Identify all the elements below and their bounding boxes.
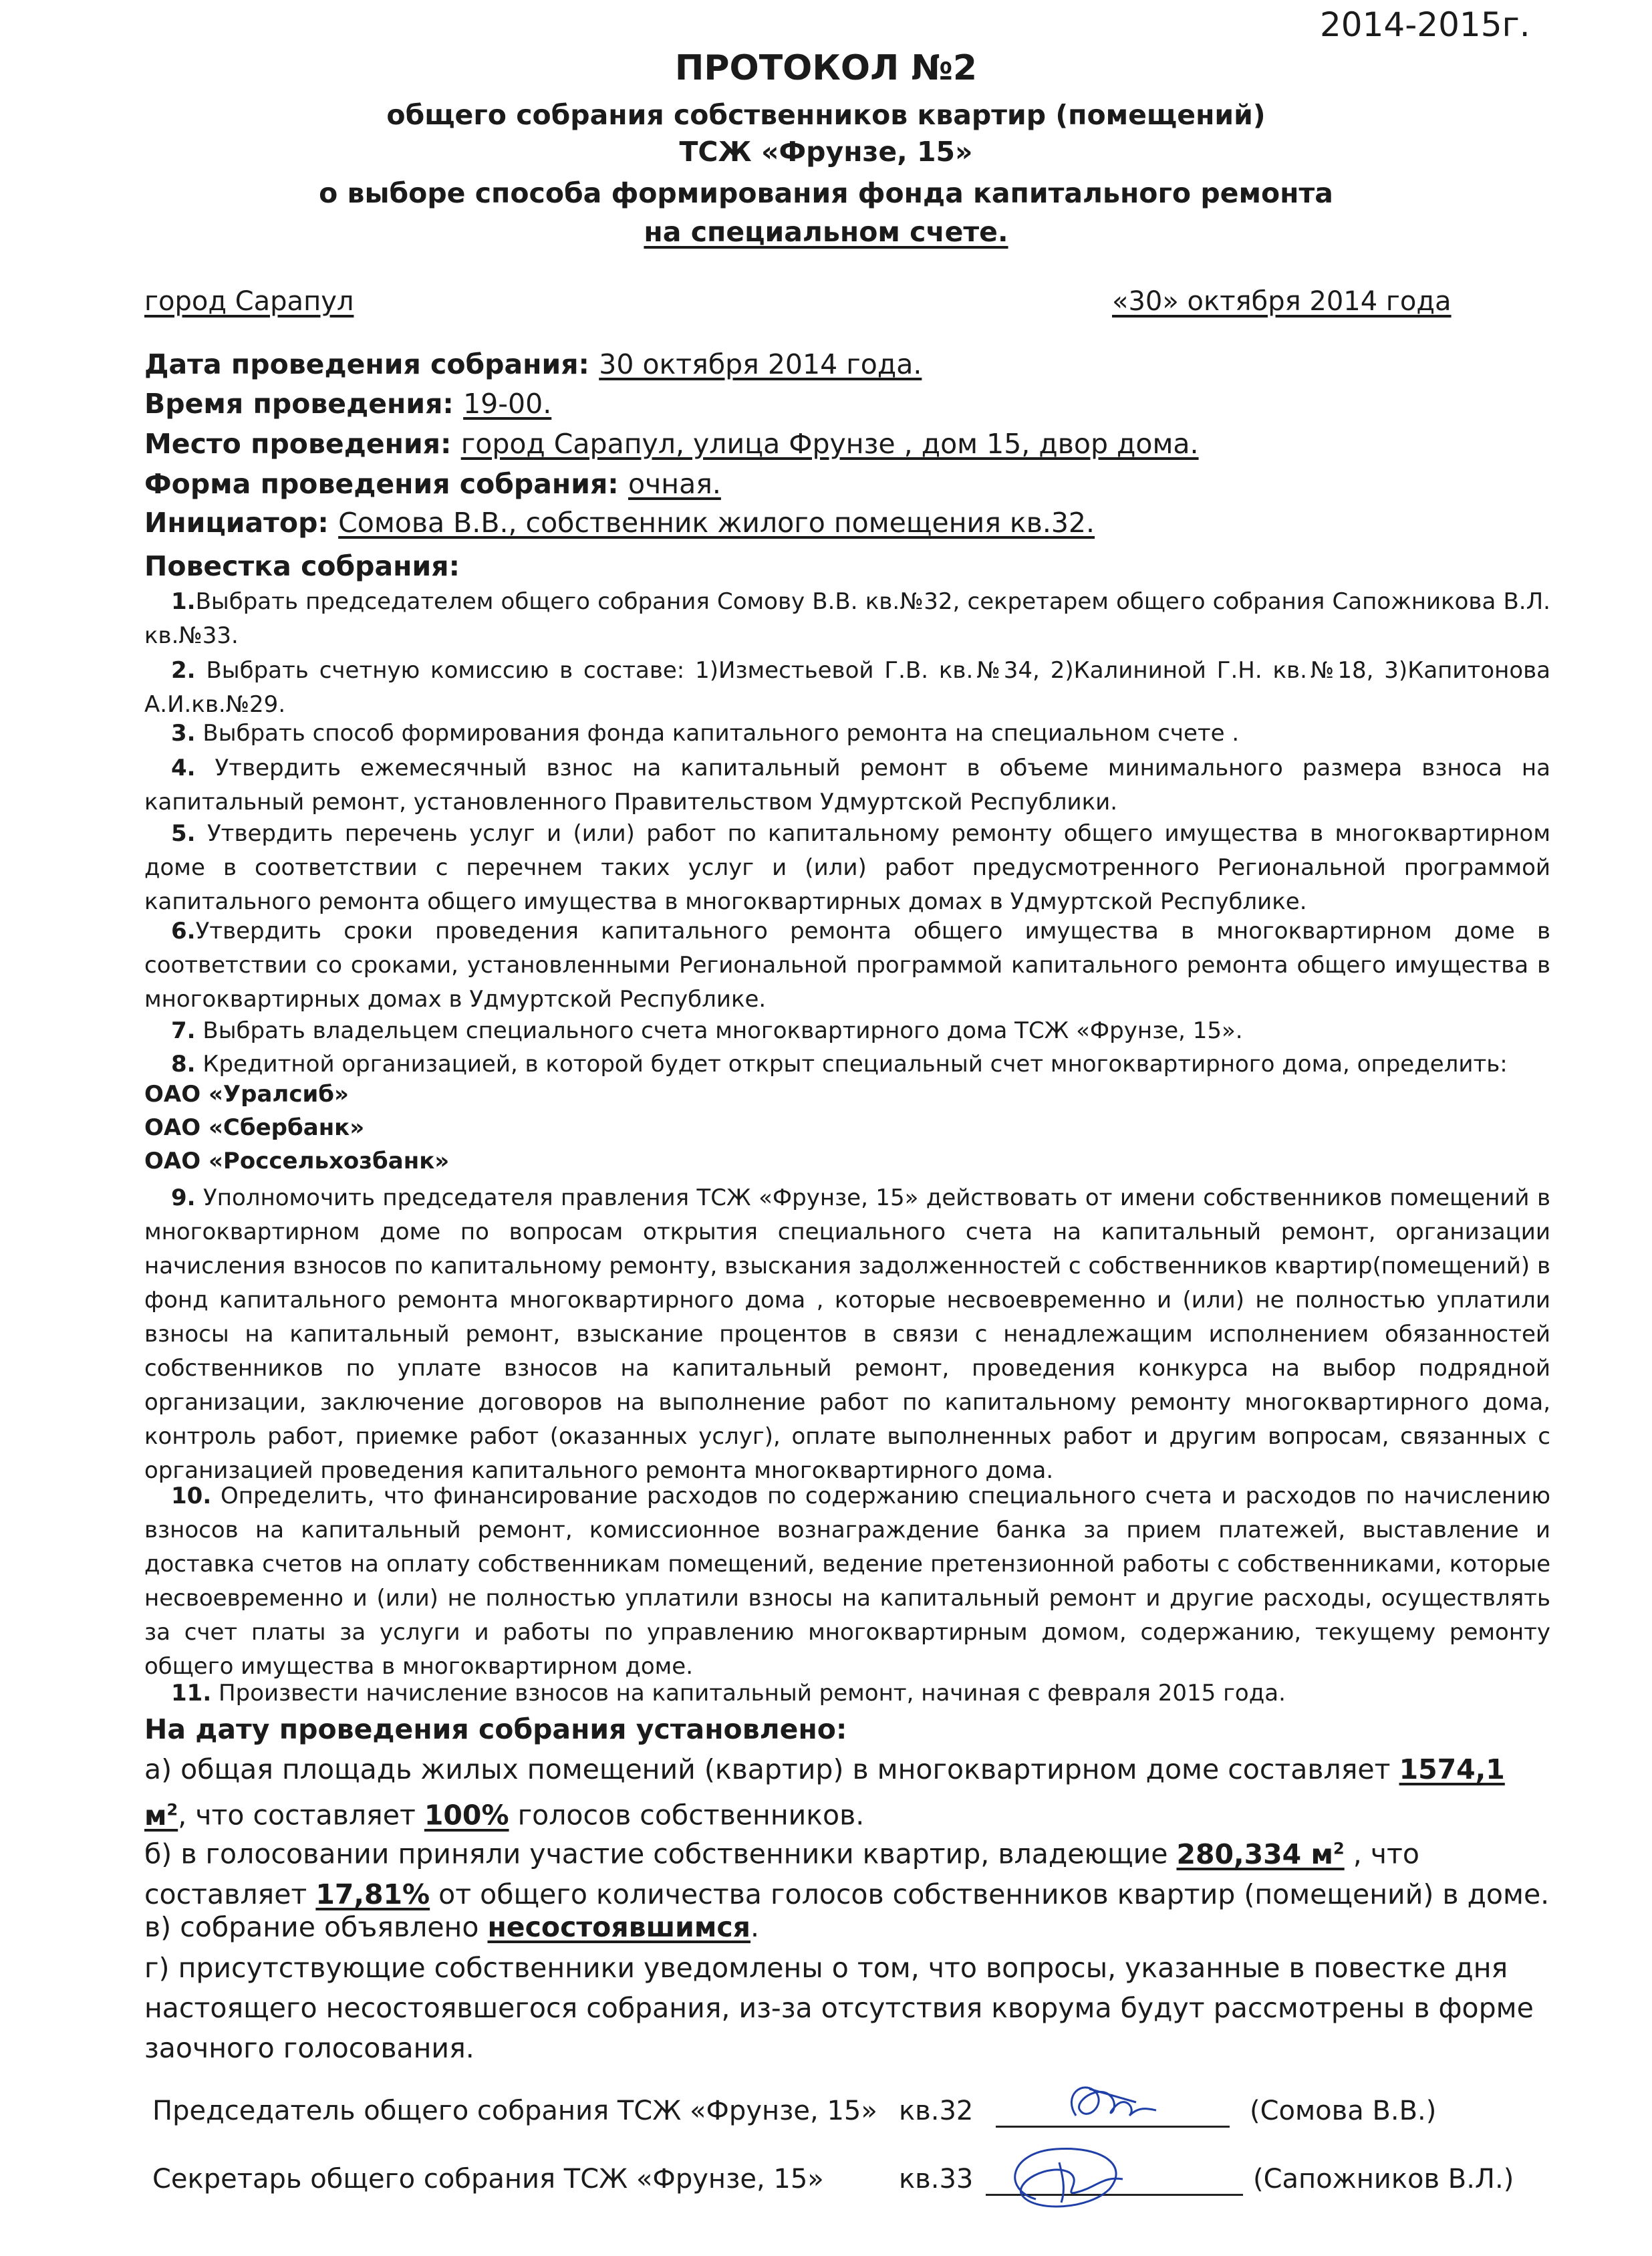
title-line-4: на специальном счете. xyxy=(644,216,1008,248)
document-title: ПРОТОКОЛ №2 xyxy=(674,48,978,88)
result-text: голосов собственников. xyxy=(509,1799,865,1832)
total-percent: 100% xyxy=(424,1799,509,1832)
result-d: г) присутствующие собственники уведомлены о том, что вопросы, указанные в повестке дня настоящего несостоявшегося собрания, из-за отсутствия кворума будут рассмотрены в форме заочного голосования. xyxy=(144,1952,1534,2064)
meeting-status: несостоявшимся xyxy=(487,1911,751,1943)
item-text: Уполномочить председателя правления ТСЖ «Фрунзе, 15» действовать от имени собственников помещений в многоквартирном доме по вопросам открытия специального счета на капитальный ремонт, организации начисления взносов по капитальному ремонту, взыскания задолженностей с собственников квартир(помещений) в фонд капитального ремонта многоквартирного дома , которые несвоевременно и (или) не полностью уплатили взносы на капитальный ремонт, взыскание процентов в связи с ненадлежащим исполнением обязанностей собственников по уплате взносов на капитальный ремонт, проведения конкурса на выбор подрядной организации, заключение договоров на выполнение работ по капитальному ремонту многоквартирного дома, контроль работ, приемке работ (оказанных услуг), оплате выполненных работ и другим вопросам, связанных с организацией проведения капитального ремонта многоквартирного дома. xyxy=(144,1184,1550,1484)
item-text: Определить, что финансирование расходов по содержанию специального счета и расходов по начислению взносов на капитальный ремонт, комиссионное вознаграждение банка за прием платежей, выставление и доставка счетов на оплату собственникам помещений, ведение претензионной работы с собственниками, которые несвоевременно и (или) не полностью уплатили взносы на капитальный ремонт и другие расходы, осуществлять за счет платы за услуги и работы по управлению многоквартирным домом, содержанию, текущему ремонту общего имущества в многоквартирном доме. xyxy=(144,1483,1550,1680)
document-date: «30» октября 2014 года xyxy=(1112,286,1452,317)
field-label: Дата проведения собрания: xyxy=(144,348,599,380)
item-text: Утвердить сроки проведения капитального ремонта общего имущества в многоквартирном доме в соответствии со сроками, установленными Региональной программой капитального ремонта общего имущества в многоквартирных домах в Удмуртской Республике. xyxy=(144,918,1550,1013)
agenda-item-10 xyxy=(144,1479,1550,1684)
item-number: 11. xyxy=(171,1680,212,1707)
agenda-item-8 xyxy=(144,1047,1550,1082)
result-text: в) собрание объявлено xyxy=(144,1911,488,1943)
agenda-item-7 xyxy=(144,1014,1550,1048)
secretary-signature xyxy=(996,2136,1163,2223)
item-text: Выбрать председателем общего собрания Сомову В.В. кв.№32, секретарем общего собрания Сапожникова В.Л. кв.№33. xyxy=(144,588,1550,649)
item-number: 7. xyxy=(171,1017,196,1044)
chairman-signature xyxy=(1056,2069,1176,2136)
result-text: а) общая площадь жилых помещений (квартир) в многоквартирном доме составляет xyxy=(144,1753,1399,1785)
agenda-item-5 xyxy=(144,817,1550,919)
result-text: . xyxy=(750,1911,760,1943)
secretary-apartment: кв.33 xyxy=(899,2164,974,2195)
result-text: , что составляет xyxy=(144,1838,1419,1910)
field-label: Инициатор: xyxy=(144,507,339,539)
voted-percent: 17,81% xyxy=(315,1878,430,1910)
field-label: Время проведения: xyxy=(144,388,464,420)
field-value: город Сарапул, улица Фрунзе , дом 15, двор дома. xyxy=(460,428,1199,460)
field-meeting-form xyxy=(144,468,721,500)
field-value: Сомова В.В., собственник жилого помещения кв.32. xyxy=(338,507,1095,539)
field-meeting-date xyxy=(144,348,922,380)
agenda-item-4 xyxy=(144,751,1550,820)
chairman-role: Председатель общего собрания ТСЖ «Фрунзе, 15» xyxy=(152,2096,877,2126)
bank-option-1: ОАО «Уралсиб» xyxy=(144,1081,349,1108)
field-value: 30 октября 2014 года. xyxy=(599,348,922,380)
established-heading: На дату проведения собрания установлено: xyxy=(144,1713,847,1745)
result-text: б) в голосовании приняли участие собственники квартир, владеющие xyxy=(144,1838,1177,1870)
agenda-item-1 xyxy=(144,585,1550,653)
total-area: 1574,1 $м^2$ xyxy=(144,1753,1505,1832)
result-text: , что составляет xyxy=(178,1799,424,1832)
item-number: 9. xyxy=(171,1184,196,1211)
item-text: Произвести начисление взносов на капитальный ремонт, начиная с февраля 2015 года. xyxy=(211,1680,1286,1707)
agenda-heading: Повестка собрания: xyxy=(144,550,460,582)
item-text: Кредитной организацией, в которой будет открыт специальный счет многоквартирного дома, определить: xyxy=(195,1051,1508,1078)
agenda-item-3 xyxy=(144,717,1550,751)
result-a xyxy=(144,1749,1550,1836)
field-value: очная. xyxy=(628,468,721,500)
item-number: 6. xyxy=(171,918,196,945)
year-note: 2014-2015г. xyxy=(1320,5,1530,44)
item-number: 10. xyxy=(171,1483,212,1509)
result-text: от общего количества голосов собственников квартир (помещений) в доме. xyxy=(430,1878,1550,1910)
item-text: Выбрать счетную комиссию в составе: 1)Изместьевой Г.В. кв.№34, 2)Калининой Г.Н. кв.№18, 3)Капитонова А.И.кв.№29. xyxy=(144,657,1550,718)
title-line-2: ТСЖ «Фрунзе, 15» xyxy=(679,136,973,168)
agenda-item-9 xyxy=(144,1181,1550,1488)
item-number: 2. xyxy=(171,657,196,684)
item-number: 4. xyxy=(171,755,196,781)
city: город Сарапул xyxy=(144,286,354,317)
item-number: 1. xyxy=(171,588,196,615)
bank-option-3: ОАО «Россельхозбанк» xyxy=(144,1148,450,1174)
chairman-apartment: кв.32 xyxy=(899,2096,974,2126)
field-meeting-time xyxy=(144,388,551,420)
field-meeting-place xyxy=(144,428,1199,460)
title-line-1: общего собрания собственников квартир (помещений) xyxy=(386,99,1266,131)
item-number: 8. xyxy=(171,1051,196,1078)
item-text: Утвердить перечень услуг и (или) работ по капитальному ремонту общего имущества в многоквартирном доме в соответствии с перечнем таких услуг и (или) работ предусмотренного Региональной программой капитального ремонта общего имущества в многоквартирных домах в Удмуртской Республике. xyxy=(144,820,1550,915)
item-text: Выбрать способ формирования фонда капитального ремонта на специальном счете . xyxy=(195,720,1240,747)
result-c xyxy=(144,1907,1550,1947)
item-text: Выбрать владельцем специального счета многоквартирного дома ТСЖ «Фрунзе, 15». xyxy=(195,1017,1243,1044)
agenda-item-6 xyxy=(144,914,1550,1017)
result-b xyxy=(144,1828,1550,1914)
agenda-item-2 xyxy=(144,654,1550,722)
secretary-name: (Сапожников В.Л.) xyxy=(1253,2164,1514,2195)
voted-area: 280,334 $м^2$ xyxy=(1176,1838,1345,1870)
field-label: Форма проведения собрания: xyxy=(144,468,628,500)
item-text: Утвердить ежемесячный взнос на капитальный ремонт в объеме минимального размера взноса на капитальный ремонт, установленного Правительством Удмуртской Республики. xyxy=(144,755,1550,816)
bank-option-2: ОАО «Сбербанк» xyxy=(144,1114,365,1141)
field-initiator xyxy=(144,507,1095,539)
field-value: 19-00. xyxy=(463,388,552,420)
item-number: 3. xyxy=(171,720,196,747)
item-number: 5. xyxy=(171,820,196,847)
chairman-name: (Сомова В.В.) xyxy=(1250,2096,1437,2126)
title-line-3: о выборе способа формирования фонда капитального ремонта xyxy=(319,177,1333,209)
agenda-item-11 xyxy=(144,1676,1550,1711)
secretary-role: Секретарь общего собрания ТСЖ «Фрунзе, 15» xyxy=(152,2164,824,2195)
field-label: Место проведения: xyxy=(144,428,461,460)
